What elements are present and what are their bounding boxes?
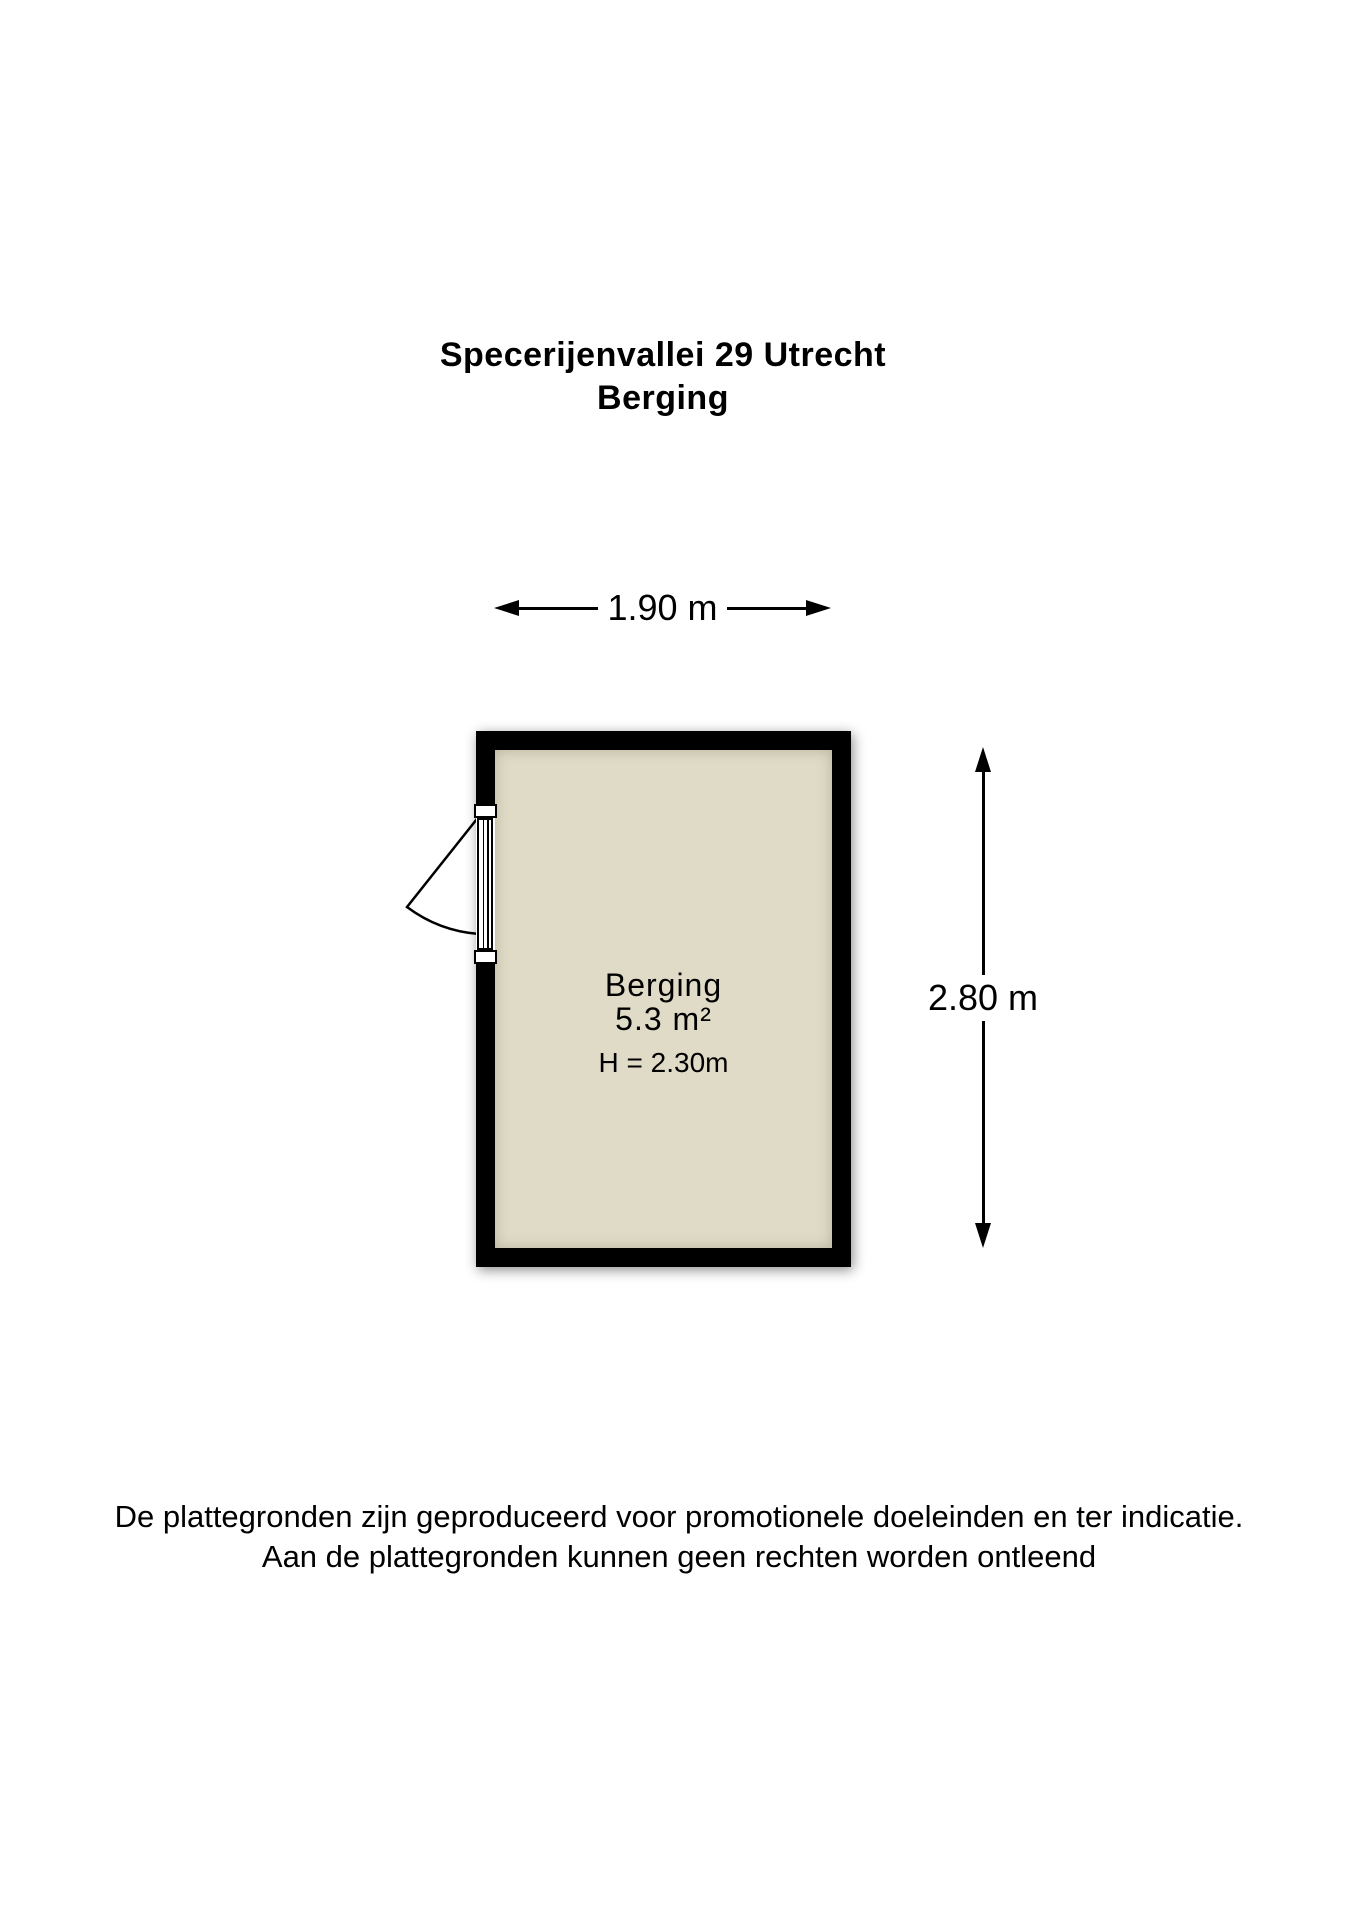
door-jamb-bottom <box>474 950 497 964</box>
door-leaf <box>477 818 493 950</box>
width-dimension <box>494 586 831 630</box>
dimension-line <box>982 1021 985 1224</box>
door-leaf-line <box>483 820 485 948</box>
page-title-room: Berging <box>597 379 729 417</box>
page-title-address: Specerijenvallei 29 Utrecht <box>439 336 887 374</box>
arrow-left-icon <box>494 600 519 616</box>
room-ceiling-height: H = 2.30m <box>598 1047 729 1078</box>
width-dimension-label: 1.90 m <box>607 587 718 628</box>
arrow-right-icon <box>806 600 831 616</box>
dimension-line <box>982 772 985 975</box>
disclaimer-line1: De plattegronden zijn geproduceerd voor promotionele doeleinden en ter indicatie. <box>114 1499 1244 1534</box>
room-label <box>495 968 832 1078</box>
dimension-line <box>519 607 598 610</box>
room-area: 5.3 m² <box>615 1001 712 1037</box>
door-leaf-line <box>487 820 489 948</box>
height-dimension-label: 2.80 m <box>928 975 1038 1021</box>
room-berging <box>476 731 851 1267</box>
dimension-line <box>727 607 806 610</box>
room-name: Berging <box>604 967 723 1003</box>
disclaimer <box>0 1497 1358 1577</box>
disclaimer-line2: Aan de plattegronden kunnen geen rechten worden ontleend <box>261 1539 1097 1574</box>
door-jamb-top <box>474 804 497 818</box>
page-title <box>163 334 1163 420</box>
arrow-down-icon <box>975 1223 991 1248</box>
height-dimension <box>923 747 1043 1248</box>
arrow-up-icon <box>975 747 991 772</box>
